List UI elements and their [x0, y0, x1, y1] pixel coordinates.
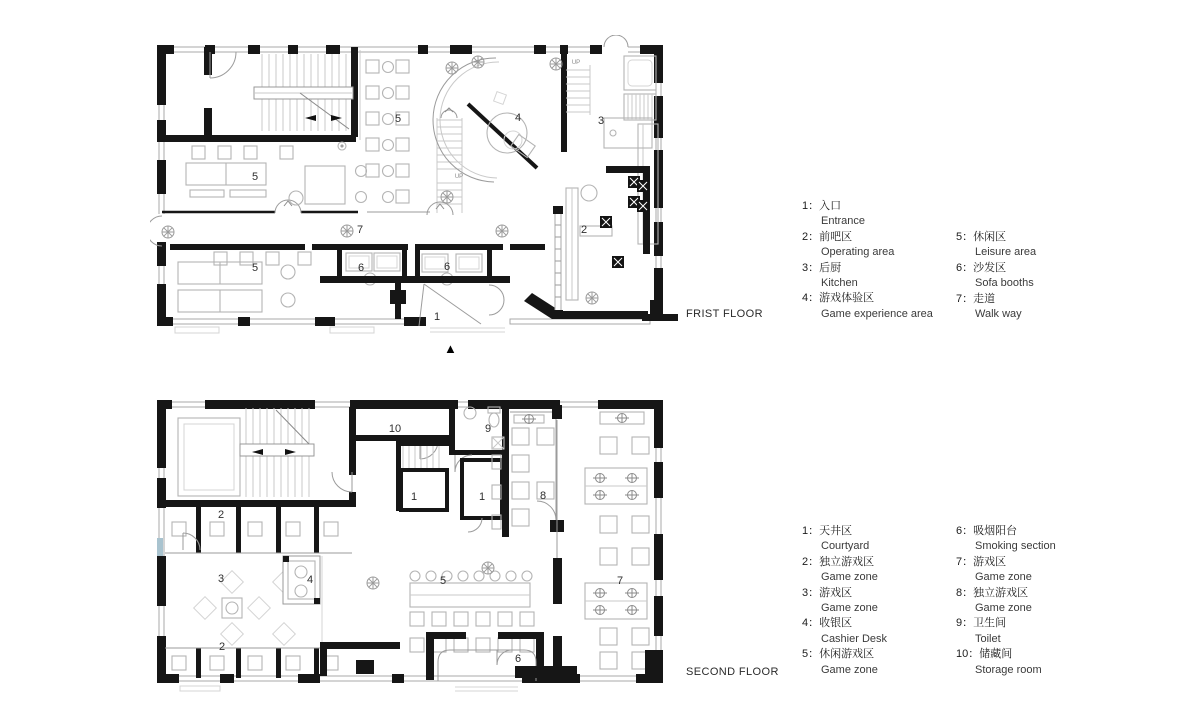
- room-label: 5: [251, 262, 259, 274]
- legend-item: [956, 647, 1056, 678]
- legend-item-en: Operating area: [821, 246, 895, 259]
- legend-item-zh: 1：入口: [802, 200, 842, 212]
- room-label: 1: [478, 491, 486, 503]
- legend-item-en: Game zone: [821, 602, 878, 615]
- room-label: 7: [616, 575, 624, 587]
- legend-item: [802, 261, 933, 292]
- legend-item: [802, 586, 887, 617]
- legend-item-en: Sofa booths: [975, 277, 1034, 290]
- room-label: 1: [410, 491, 418, 503]
- legend-item-zh: 10：储藏间: [956, 648, 1013, 661]
- legend-item-zh: 6：吸烟阳台: [956, 525, 1018, 537]
- legend-item-en: Game zone: [975, 571, 1032, 584]
- north-arrow-icon: ▲: [444, 341, 457, 356]
- legend-item-en: Game experience area: [821, 307, 933, 320]
- legend-item: [802, 524, 887, 555]
- legend-item-zh: 6：沙发区: [956, 261, 1007, 274]
- legend-item: [802, 555, 887, 586]
- room-label: 4: [306, 574, 314, 586]
- legend-item-zh: 5：休闲区: [956, 231, 1007, 243]
- legend-item: [802, 616, 887, 647]
- legend-item-zh: 2：独立游戏区: [802, 555, 875, 568]
- legend-item-zh: 4：游戏体验区: [802, 292, 875, 305]
- legend-item-en: Storage room: [975, 663, 1042, 676]
- legend-item-zh: 7：游戏区: [956, 555, 1007, 568]
- room-label: 2: [217, 509, 225, 521]
- legend-item-en: Game zone: [821, 663, 878, 676]
- legend-item-zh: 7：走道: [956, 292, 996, 305]
- legend-item: [956, 292, 1036, 323]
- room-label: 5: [394, 113, 402, 125]
- legend-item: [956, 555, 1056, 586]
- plan-annotation: UP: [454, 174, 464, 180]
- legend-item-en: Entrance: [821, 215, 866, 228]
- legend-item-zh: 8：独立游戏区: [956, 586, 1029, 599]
- room-label: 4: [514, 112, 522, 124]
- room-label: 9: [484, 423, 492, 435]
- legend-item-en: Courtyard: [821, 540, 870, 553]
- room-label: 6: [514, 653, 522, 665]
- legend-item: [956, 586, 1056, 617]
- legend-item: [956, 616, 1056, 647]
- plan-annotation: UP: [571, 60, 581, 66]
- legend-item: [802, 199, 933, 230]
- legend-item: [802, 291, 933, 322]
- legend-item: [802, 230, 933, 261]
- room-label: 1: [433, 311, 441, 323]
- legend-column: [802, 199, 933, 322]
- legend-item-en: Game zone: [821, 571, 878, 584]
- legend-item: [956, 524, 1056, 555]
- room-label: 10: [388, 423, 402, 435]
- legend-item-en: Cashier Desk: [821, 632, 888, 645]
- legend-item: [956, 261, 1036, 292]
- room-label: 3: [217, 573, 225, 585]
- room-label: 5: [251, 171, 259, 183]
- legend-item-zh: 5：休闲游戏区: [802, 648, 875, 661]
- legend-item-en: Leisure area: [975, 246, 1037, 259]
- room-label: 2: [580, 224, 588, 236]
- legend-item: [956, 230, 1036, 261]
- room-label: 7: [356, 224, 364, 236]
- legend-item: [802, 647, 887, 678]
- legend-item-zh: 9：卫生间: [956, 617, 1007, 630]
- room-label: 8: [539, 490, 547, 502]
- first-floor-title: FRIST FLOOR: [686, 308, 763, 320]
- room-label: 6: [443, 261, 451, 273]
- legend-item-en: Kitchen: [821, 277, 858, 290]
- legend-item-en: Walk way: [975, 308, 1022, 321]
- room-label: 3: [597, 115, 605, 127]
- legend-item-en: Toilet: [975, 632, 1001, 645]
- room-label: 6: [357, 262, 365, 274]
- legend-item-zh: 3：后厨: [802, 261, 842, 274]
- legend-column: [956, 230, 1036, 322]
- legend-item-zh: 3：游戏区: [802, 586, 853, 599]
- legend-item-zh: 4：收银区: [802, 617, 853, 630]
- second-floor-title: SECOND FLOOR: [686, 666, 779, 678]
- legend-item-en: Smoking section: [975, 540, 1056, 553]
- legend-column: [956, 524, 1056, 678]
- legend-column: [802, 524, 887, 678]
- legend-item-zh: 1：天井区: [802, 525, 853, 537]
- room-label: 2: [218, 641, 226, 653]
- room-label: 5: [439, 575, 447, 587]
- legend-item-zh: 2：前吧区: [802, 230, 853, 243]
- legend-item-en: Game zone: [975, 602, 1032, 615]
